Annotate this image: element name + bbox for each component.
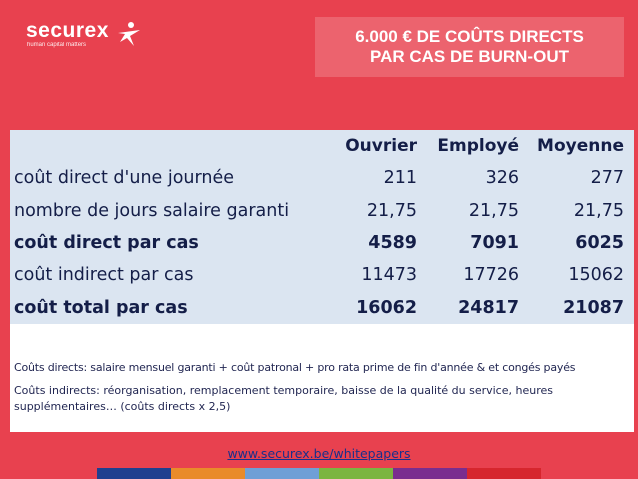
logo-tagline: human capital matters xyxy=(27,42,87,48)
cell-ouvrier: 4589 xyxy=(368,232,417,253)
headline-line-2: PAR CAS DE BURN-OUT xyxy=(370,47,569,66)
cell-ouvrier: 211 xyxy=(383,168,417,189)
table-row xyxy=(10,292,634,324)
table-row xyxy=(10,194,634,226)
cell-employe: 7091 xyxy=(470,232,519,253)
row-label: coût total par cas xyxy=(14,297,188,318)
footnotes xyxy=(14,360,630,415)
row-label: coût direct par cas xyxy=(14,232,199,253)
securex-logo[interactable] xyxy=(26,20,146,60)
cell-employe: 17726 xyxy=(463,265,519,286)
column-header-moyenne: Moyenne xyxy=(537,136,624,156)
cell-moyenne: 21087 xyxy=(563,297,624,318)
note-indirect-costs: Coûts indirects: réorganisation, remplacement temporaire, baisse de la qualité du service, heures supplémentaires… (coûts directs x 2,5) xyxy=(14,384,553,413)
logo-figure-icon xyxy=(114,20,144,48)
color-segment xyxy=(393,468,467,479)
table-row xyxy=(10,227,634,259)
cost-table xyxy=(10,130,634,324)
table-row xyxy=(10,259,634,291)
logo-wordmark: securex xyxy=(26,19,109,42)
cell-employe: 21,75 xyxy=(468,200,519,221)
cell-ouvrier: 21,75 xyxy=(366,200,417,221)
color-segment xyxy=(245,468,319,479)
table-header-row xyxy=(10,130,634,162)
cell-moyenne: 21,75 xyxy=(573,200,624,221)
color-segment xyxy=(319,468,393,479)
headline-box xyxy=(315,17,624,77)
headline-line-1: 6.000 € DE COÛTS DIRECTS xyxy=(355,27,584,46)
column-header-ouvrier: Ouvrier xyxy=(345,136,417,156)
cell-employe: 326 xyxy=(485,168,519,189)
cell-moyenne: 6025 xyxy=(575,232,624,253)
row-label: coût indirect par cas xyxy=(14,265,194,286)
content-panel xyxy=(10,130,634,432)
whitepapers-link[interactable]: www.securex.be/whitepapers xyxy=(227,446,411,461)
table-row xyxy=(10,162,634,194)
row-label: nombre de jours salaire garanti xyxy=(14,200,290,221)
color-segment xyxy=(171,468,245,479)
cell-ouvrier: 16062 xyxy=(356,297,417,318)
cell-ouvrier: 11473 xyxy=(361,265,417,286)
cell-moyenne: 277 xyxy=(590,168,624,189)
color-segment xyxy=(97,468,171,479)
note-direct-costs: Coûts directs: salaire mensuel garanti + coût patronal + pro rata prime de fin d'année & et congés payés xyxy=(14,361,576,374)
cell-moyenne: 15062 xyxy=(568,265,624,286)
column-header-employe: Employé xyxy=(437,136,519,156)
color-segment xyxy=(467,468,541,479)
cell-employe: 24817 xyxy=(458,297,519,318)
row-label: coût direct d'une journée xyxy=(14,168,235,189)
brand-color-bar xyxy=(97,468,541,479)
